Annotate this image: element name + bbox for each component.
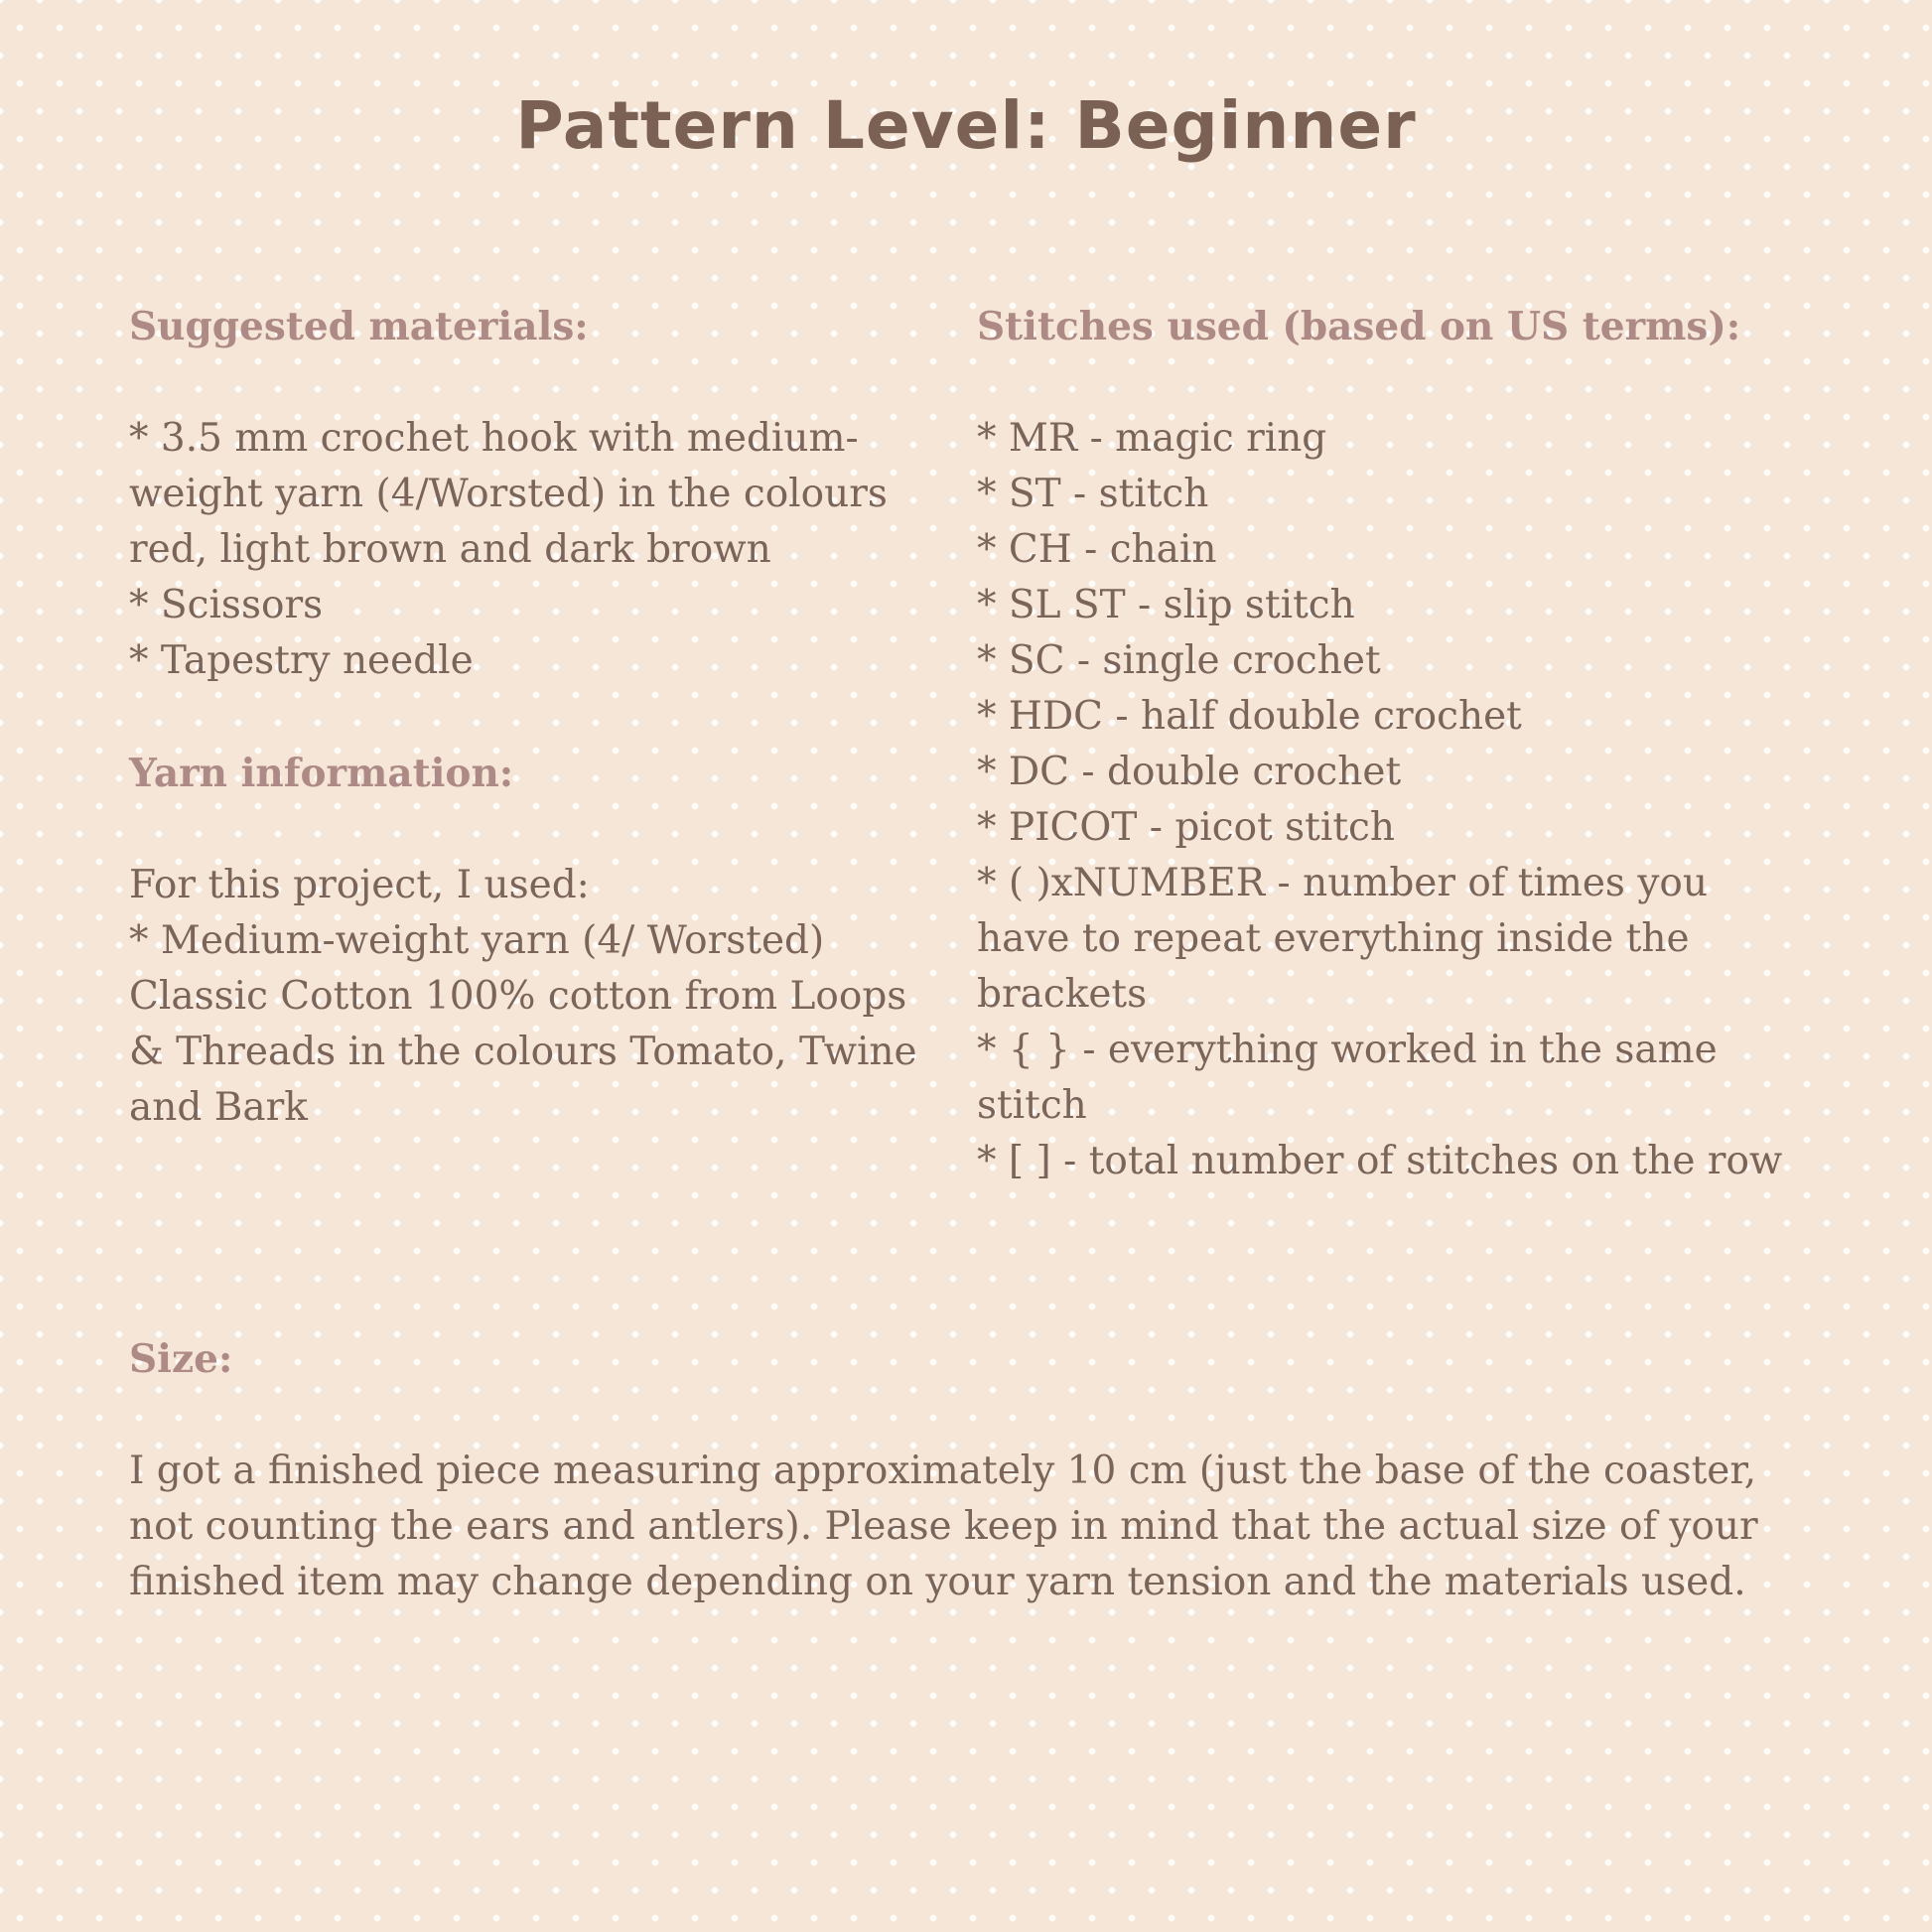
materials-item: * Tapestry needle	[129, 638, 474, 683]
stitch-item-hdc: * HDC - half double crochet	[977, 694, 1522, 739]
materials-list	[129, 411, 943, 689]
stitch-item-mr: * MR - magic ring	[977, 416, 1327, 461]
yarn-list	[129, 913, 943, 1136]
materials-heading: Suggested materials:	[129, 304, 589, 349]
stitch-item-repeat: * ( )xNUMBER - number of times you have to repeat everything inside the brackets	[977, 861, 1708, 1017]
stitch-item-sl-st: * SL ST - slip stitch	[977, 583, 1355, 627]
stitch-item-same-stitch: * { } - everything worked in the same stitch	[977, 1028, 1718, 1128]
page-title: Pattern Level: Beginner	[515, 87, 1417, 164]
stitch-item-st: * ST - stitch	[977, 472, 1209, 516]
stitch-item-sc: * SC - single crochet	[977, 638, 1381, 683]
stitches-list	[977, 411, 1801, 1189]
yarn-heading: Yarn information:	[129, 751, 514, 796]
right-column	[977, 298, 1801, 1189]
left-column	[129, 298, 943, 1136]
size-heading: Size:	[129, 1336, 233, 1382]
size-text: I got a finished piece measuring approximately 10 cm (just the base of the coaster, not counting the ears and antlers). Please keep in mind that the actual size of your finished item may change depending on your yarn tension and the materials used.	[129, 1449, 1770, 1604]
stitch-item-dc: * DC - double crochet	[977, 750, 1402, 794]
stitch-item-ch: * CH - chain	[977, 527, 1217, 572]
materials-item: * Scissors	[129, 583, 324, 627]
stitch-item-picot: * PICOT - picot stitch	[977, 805, 1395, 850]
size-section	[129, 1330, 1817, 1610]
stitch-item-total: * [ ] - total number of stitches on the row	[977, 1139, 1783, 1183]
materials-item: * 3.5 mm crochet hook with medium-weight yarn (4/Worsted) in the colours red, light brown and dark brown	[129, 416, 888, 572]
stitches-heading: Stitches used (based on US terms):	[977, 304, 1741, 349]
yarn-item: * Medium-weight yarn (4/ Worsted) Classic Cotton 100% cotton from Loops & Threads in the colours Tomato, Twine and Bark	[129, 918, 917, 1130]
yarn-intro: For this project, I used:	[129, 863, 590, 907]
